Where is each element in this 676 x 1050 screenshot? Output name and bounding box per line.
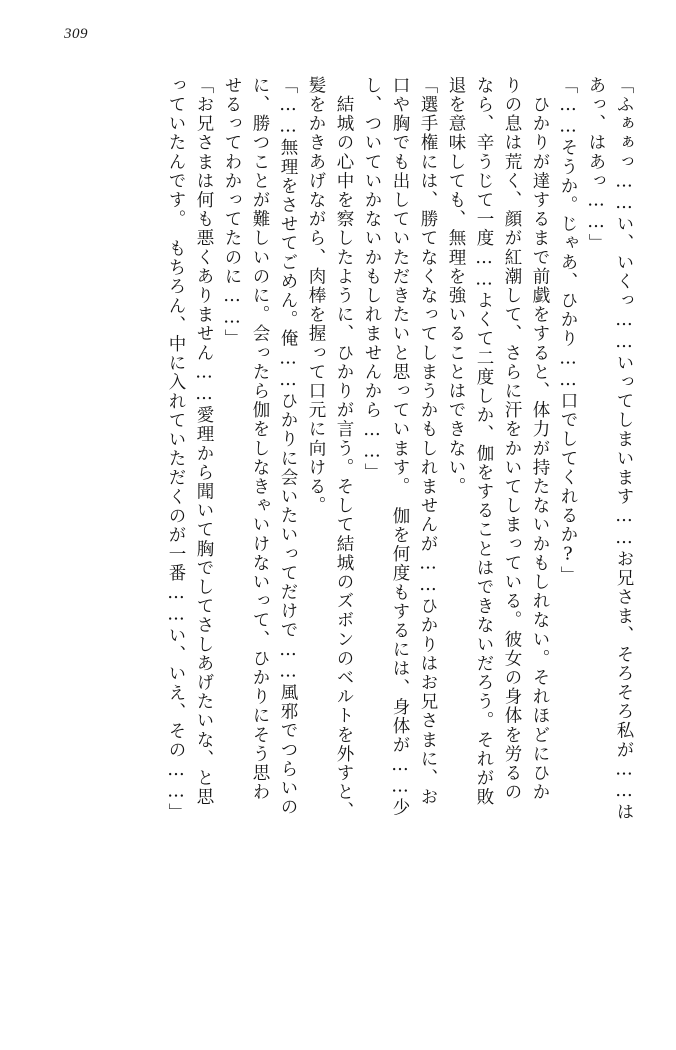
- text-line: っていたんです。 もちろん、中に入れていただくのが一番……い、いえ、その……」: [166, 76, 186, 823]
- text-line: 「選手権には、勝てなくなってしまうかもしれませんが……ひかりはお兄さまに、お: [418, 76, 438, 807]
- vertical-text-body: [48, 76, 638, 988]
- text-line: し、ついていかないかもしれませんから……」: [362, 76, 382, 483]
- page-number: 309: [64, 26, 88, 42]
- text-line: 「……無理をさせてごめん。俺……ひかりに会いたいってだけで……風邪でつらいの: [278, 76, 298, 817]
- text-line: 「ふぁぁっ……い、いくっ……いってしまいます……お兄さま、そろそろ私が……は: [614, 76, 634, 822]
- text-line: りの息は荒く、顔が紅潮して、さらに汗をかいてしまっている。彼女の身体を労るの: [502, 76, 522, 802]
- text-line: 退を意味しても、無理を強いることはできない。: [446, 76, 466, 497]
- text-line: 結城の心中を察したように、ひかりが言う。そして結城のズボンのベルトを外すと、: [334, 76, 354, 821]
- text-line: あっ、はあっ……」: [586, 76, 606, 253]
- text-line: せるってわかってたのに……」: [222, 76, 242, 349]
- text-line: に、勝つことが難しいのに。会ったら伽をしなきゃいけないって、ひかりにそう思わ: [250, 76, 270, 802]
- text-line: 口や胸でも出していただきたいと思っています。 伽を何度もするには、身体が……少: [390, 76, 410, 818]
- text-line: ひかりが達するまで前戯をすると、体力が持たないかもしれない。それほどにひか: [530, 76, 550, 802]
- text-line: なら、辛うじて一度……よくて二度しか、伽をすることはできないだろう。それが敗: [474, 76, 494, 807]
- text-line: 「……そうか。じゃあ、ひかり……口でしてくれるか?」: [558, 76, 578, 586]
- text-line: 髪をかきあげながら、肉棒を握って口元に向ける。: [306, 76, 326, 516]
- text-line: 「お兄さまは何も悪くありません……愛理から聞いて胸でしてさしあげたいな、と思: [194, 76, 214, 807]
